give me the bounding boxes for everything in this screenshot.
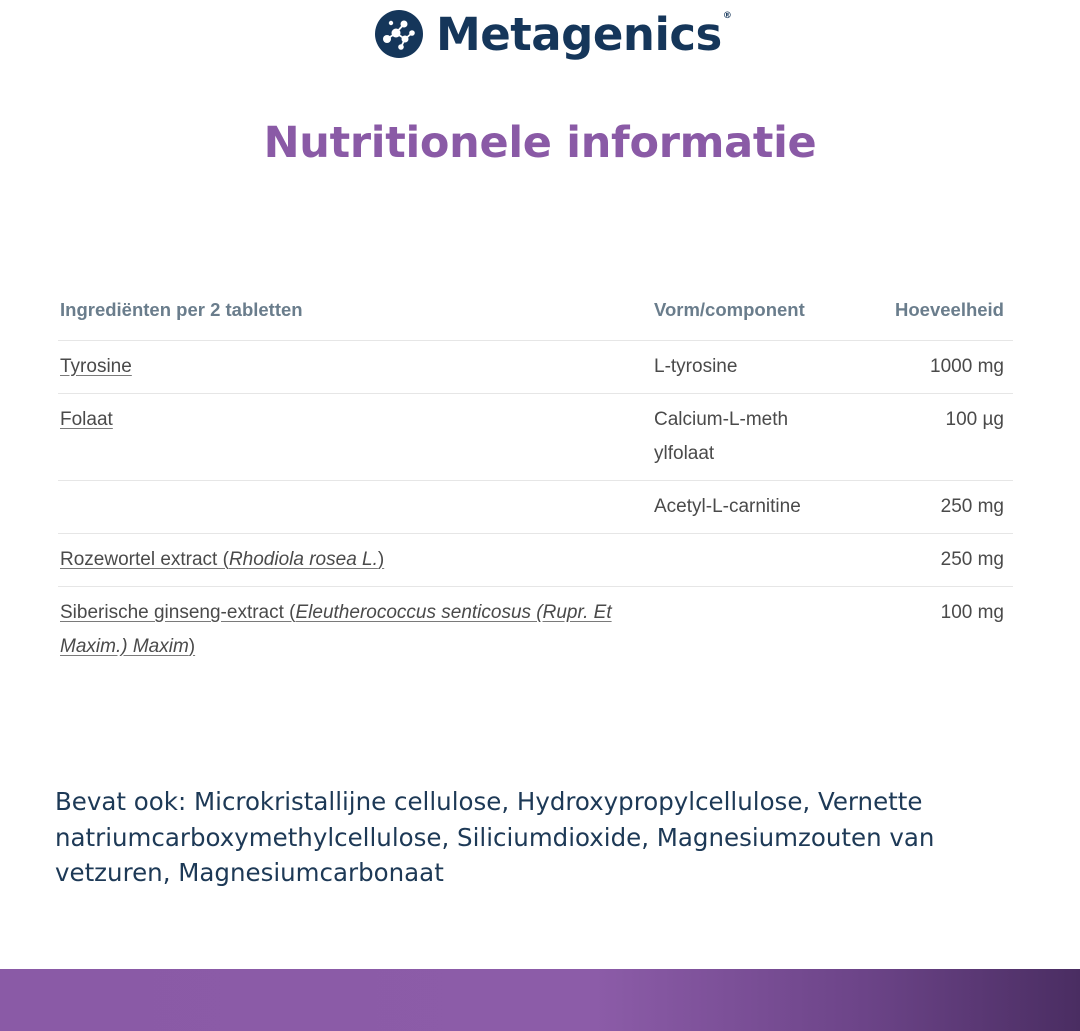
amount-cell: 100 mg [940,602,1004,623]
footer-band [0,969,1080,1031]
amount-cell: 1000 mg [930,356,1004,377]
also-contains-text: Bevat ook: Microkristallijne cellulose, Hydroxypropylcellulose, Vernette natriumcarboxymethylcellulose, Siliciumdioxide, Magnesiumzouten van vetzuren, Magnesiumcarbonaat [55,787,935,887]
registered-mark: ® [722,11,732,21]
table-row [58,587,1013,673]
brand-name: Metagenics® [436,8,732,61]
brand-logo[interactable] [374,7,731,60]
form-cell: Acetyl-L-carnitine [654,496,801,517]
form-cell [654,596,854,664]
ingredient-link-siberische-ginseng[interactable]: Siberische ginseng-extract (Eleutherococcus senticosus (Rupr. Et Maxim.) Maxim) [60,602,612,657]
ingredient-cell-empty [58,490,654,524]
amount-cell: 250 mg [940,549,1004,570]
table-header-row [58,280,1013,341]
amount-cell: 250 mg [940,496,1004,517]
latin-name: Eleutherococcus senticosus (Rupr. Et Maxim.) Maxim [60,602,612,657]
ingredient-link-folaat[interactable]: Folaat [60,409,113,430]
molecule-globe-icon [374,9,424,59]
table-row [58,534,1013,587]
site-header [0,0,1080,70]
page-title: Nutritionele informatie [263,118,817,168]
table-row [58,341,1013,394]
form-cell: Calcium-L-methylfolaat [654,409,789,464]
amount-cell: 100 µg [945,409,1004,430]
nutrition-table [58,280,1013,673]
ingredient-link-rozewortel[interactable]: Rozewortel extract (Rhodiola rosea L.) [60,549,385,570]
column-header-form: Vorm/component [654,299,805,320]
column-header-ingredient: Ingrediënten per 2 tabletten [60,299,303,320]
latin-name: Rhodiola rosea L. [228,549,378,570]
column-header-amount: Hoeveelheid [895,299,1004,320]
table-row [58,394,1013,481]
form-cell: L-tyrosine [654,356,738,377]
form-cell [654,543,854,577]
table-row [58,481,1013,534]
ingredient-link-tyrosine[interactable]: Tyrosine [60,356,132,377]
